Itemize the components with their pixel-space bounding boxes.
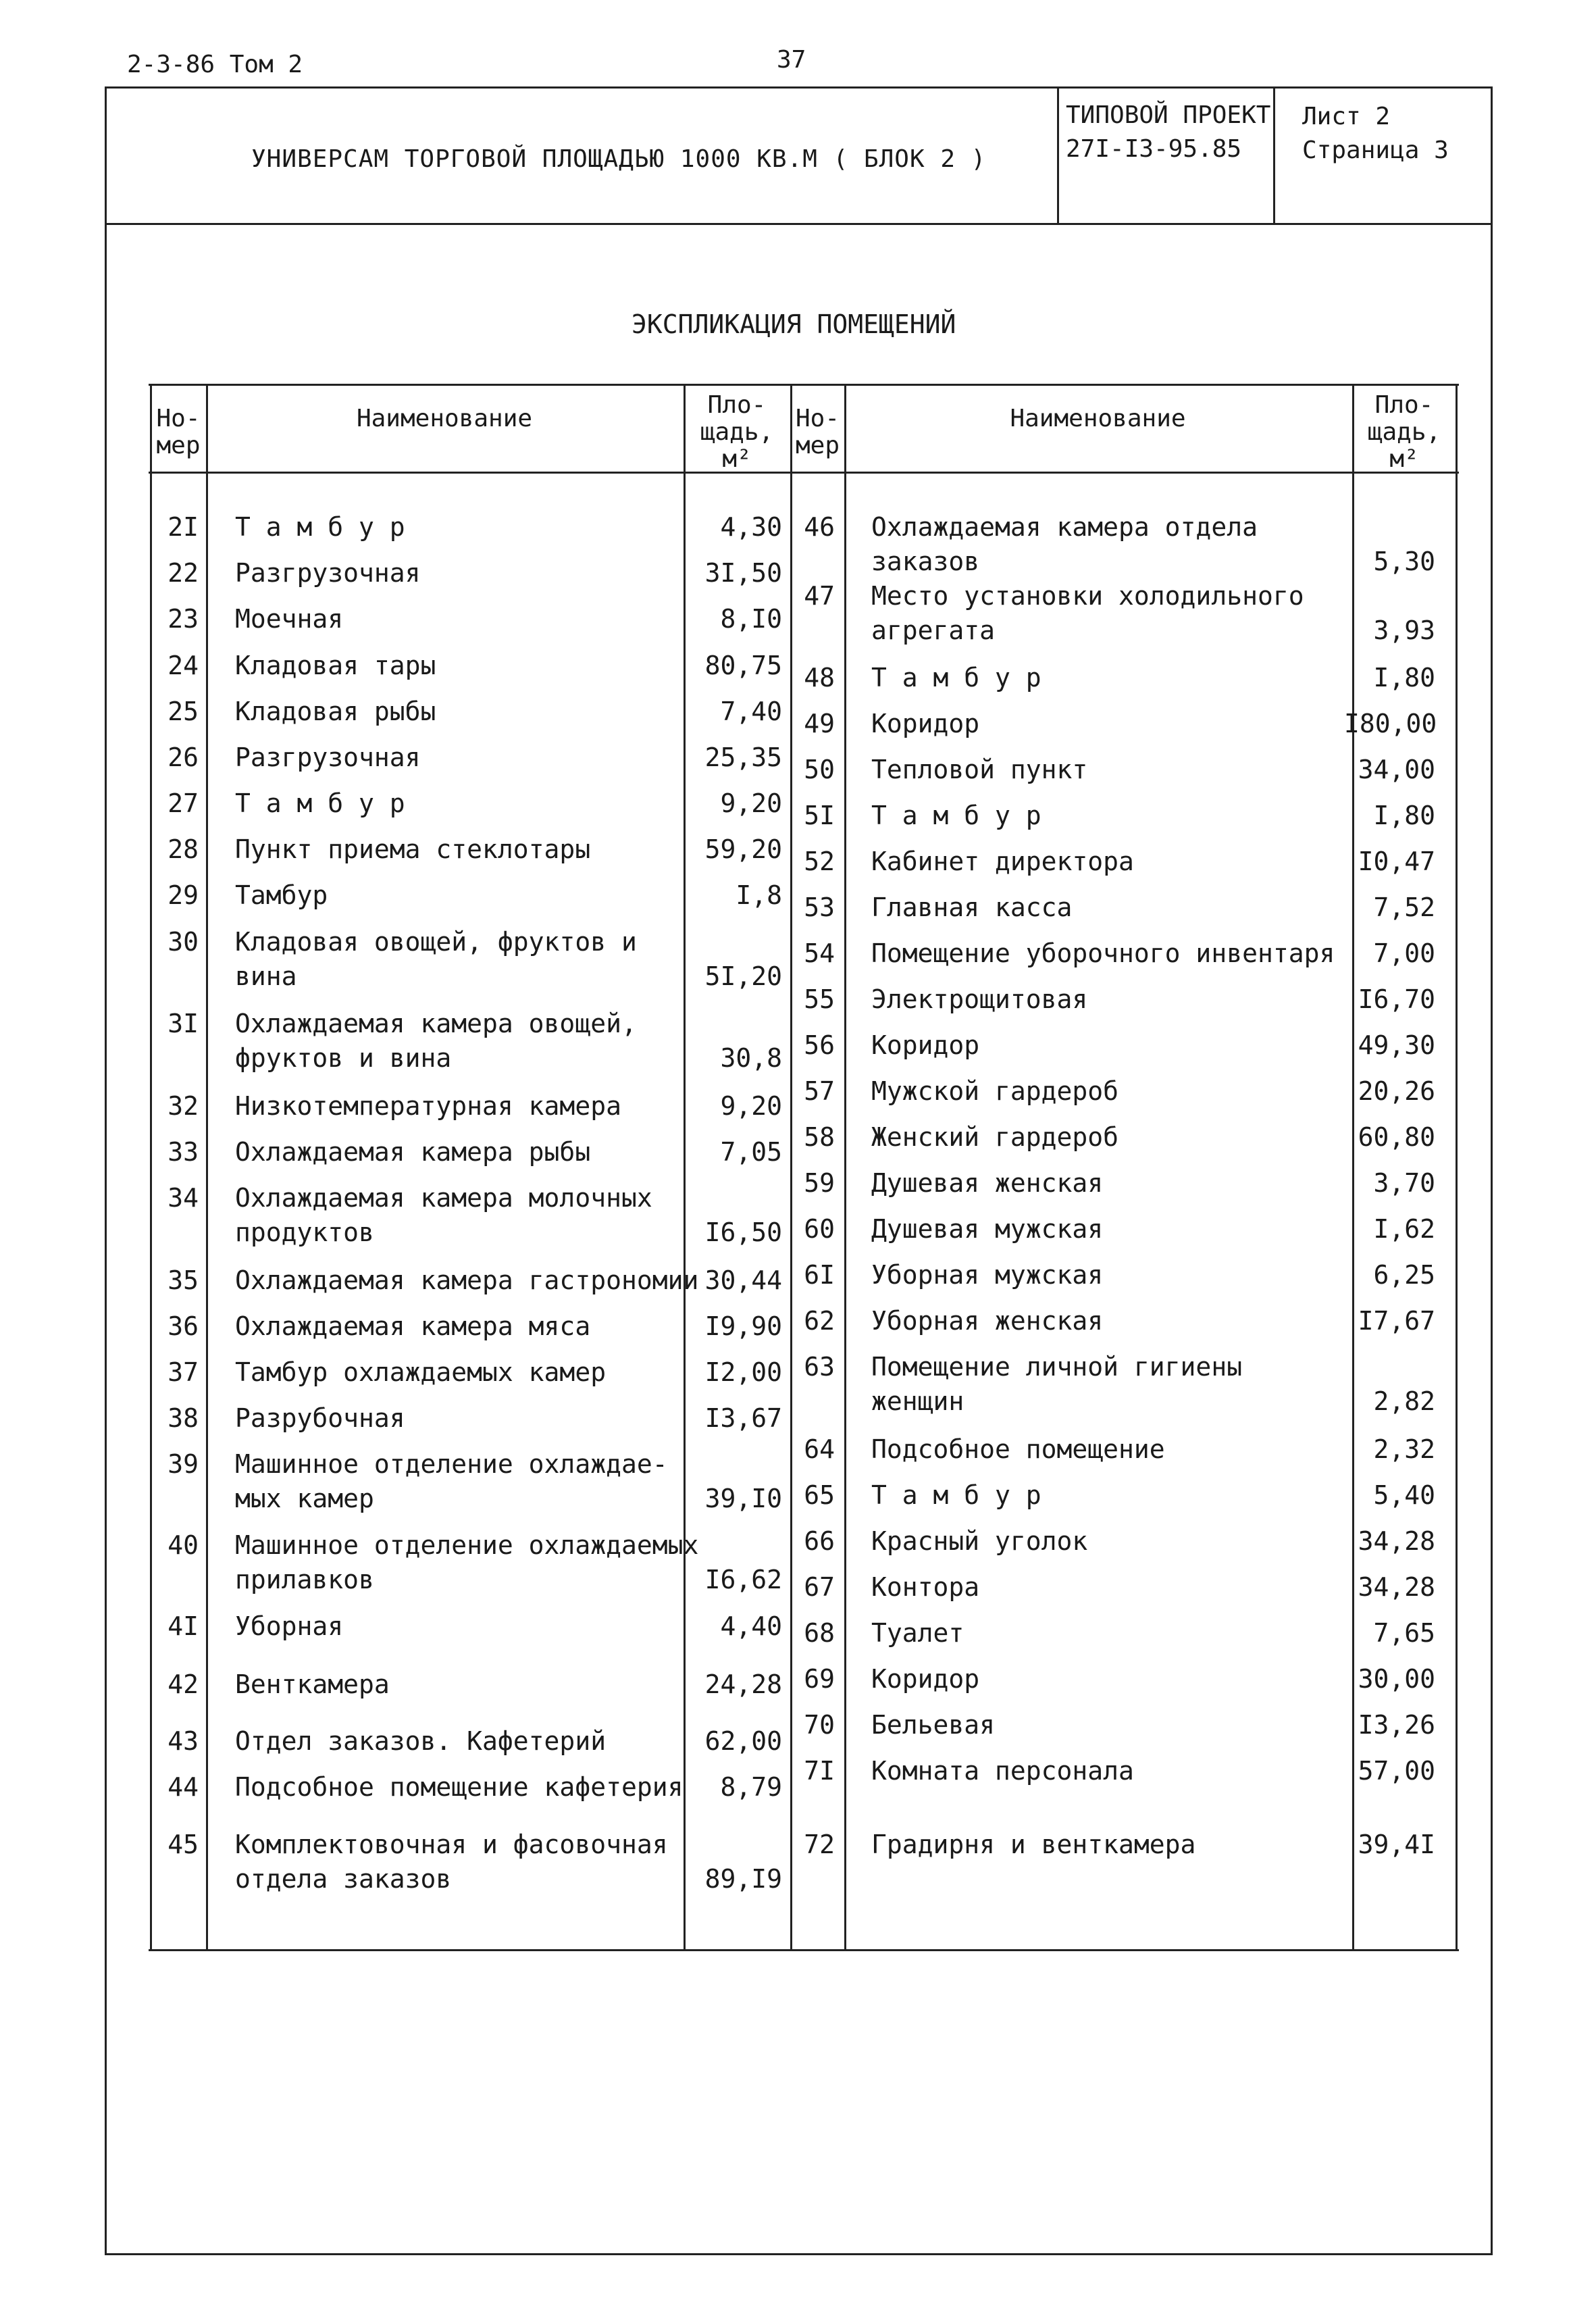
right-room-area: 7,65 — [1373, 1618, 1435, 1648]
left-room-name: Комплектовочная и фасовочная отдела заказов — [235, 1830, 668, 1894]
left-room-number: 25 — [168, 697, 199, 726]
right-room-area: I,62 — [1373, 1214, 1435, 1244]
right-room-area: 57,00 — [1358, 1756, 1435, 1786]
left-room-number: 27 — [168, 788, 199, 818]
right-room-area: 7,52 — [1373, 892, 1435, 922]
column-header-number-left: Но- мер — [156, 405, 201, 459]
left-room-name: Т а м б у р — [235, 512, 405, 542]
column-header-area-right: Пло- щадь, м² — [1367, 391, 1441, 473]
left-room-number: 42 — [168, 1669, 199, 1699]
left-room-name: Кладовая тары — [235, 651, 436, 680]
page-number: 37 — [777, 46, 806, 74]
left-room-name: Кладовая овощей, фруктов и вина — [235, 927, 637, 991]
left-room-name: Подсобное помещение кафетерия — [235, 1772, 684, 1802]
left-room-name: Моечная — [235, 604, 344, 634]
right-room-area: 34,28 — [1358, 1572, 1435, 1602]
left-room-name: Машинное отделение охлаждае- мых камер — [235, 1449, 668, 1513]
left-room-area: 3I,50 — [704, 558, 782, 588]
right-room-area: 3,70 — [1373, 1168, 1435, 1198]
left-room-number: 29 — [168, 880, 199, 910]
right-room-number: 69 — [804, 1664, 835, 1694]
right-room-number: 64 — [804, 1434, 835, 1464]
right-room-number: 6I — [804, 1260, 835, 1290]
right-room-name: Кабинет директора — [871, 847, 1134, 876]
left-room-area: 5I,20 — [704, 961, 782, 991]
left-room-name: Венткамера — [235, 1669, 390, 1699]
left-room-name: Разгрузочная — [235, 558, 421, 588]
left-room-name: Пункт приема стеклотары — [235, 834, 591, 864]
left-room-area: 80,75 — [704, 651, 782, 680]
right-room-area: I,80 — [1373, 663, 1435, 693]
left-room-area: 8,79 — [720, 1772, 782, 1802]
right-room-number: 52 — [804, 847, 835, 876]
right-room-name: Помещение уборочного инвентаря — [871, 938, 1335, 968]
left-room-name: Охлаждаемая камера гастрономии — [235, 1265, 699, 1295]
column-header-name-left: Наименование — [356, 405, 533, 432]
right-room-number: 57 — [804, 1076, 835, 1106]
right-room-name: Коридор — [871, 709, 980, 738]
right-room-number: 5I — [804, 801, 835, 830]
right-room-number: 58 — [804, 1122, 835, 1152]
left-room-number: 28 — [168, 834, 199, 864]
right-room-area: I3,26 — [1358, 1710, 1435, 1740]
right-room-number: 66 — [804, 1526, 835, 1556]
right-room-number: 70 — [804, 1710, 835, 1740]
right-room-number: 60 — [804, 1214, 835, 1244]
right-room-number: 7I — [804, 1756, 835, 1786]
left-room-area: 30,8 — [720, 1043, 782, 1073]
left-room-number: 34 — [168, 1183, 199, 1213]
right-room-name: Душевая мужская — [871, 1214, 1104, 1244]
right-room-name: Контора — [871, 1572, 980, 1602]
left-room-number: 37 — [168, 1357, 199, 1387]
left-room-name: Машинное отделение охлаждаемых прилавков — [235, 1530, 699, 1594]
right-room-number: 65 — [804, 1480, 835, 1510]
left-room-name: Охлаждаемая камера молочных продуктов — [235, 1183, 652, 1247]
left-room-number: 39 — [168, 1449, 199, 1479]
right-room-name: Мужской гардероб — [871, 1076, 1119, 1106]
right-room-area: I80,00 — [1344, 709, 1437, 738]
left-room-number: 4I — [168, 1611, 199, 1641]
left-room-area: 59,20 — [704, 834, 782, 864]
left-room-name: Тамбур — [235, 880, 328, 910]
right-room-number: 50 — [804, 755, 835, 784]
left-room-number: 35 — [168, 1265, 199, 1295]
right-room-name: Помещение личной гигиены женщин — [871, 1352, 1243, 1416]
project-label: ТИПОВОЙ ПРОЕКТ — [1066, 101, 1271, 129]
left-room-name: Охлаждаемая камера овощей, фруктов и вина — [235, 1009, 637, 1073]
right-room-name: Т а м б у р — [871, 1480, 1041, 1510]
right-room-area: I,80 — [1373, 801, 1435, 830]
right-room-number: 46 — [804, 512, 835, 542]
document-title: УНИВЕРСАМ ТОРГОВОЙ ПЛОЩАДЬЮ 1000 КВ.М ( БЛОК 2 ) — [251, 145, 987, 173]
right-room-area: 20,26 — [1358, 1076, 1435, 1106]
left-room-number: 43 — [168, 1726, 199, 1756]
right-room-name: Т а м б у р — [871, 801, 1041, 830]
right-room-number: 53 — [804, 892, 835, 922]
left-room-number: 23 — [168, 604, 199, 634]
left-room-number: 26 — [168, 743, 199, 772]
right-room-area: I0,47 — [1358, 847, 1435, 876]
left-room-area: 89,I9 — [704, 1864, 782, 1894]
right-room-number: 72 — [804, 1830, 835, 1859]
left-room-name: Тамбур охлаждаемых камер — [235, 1357, 607, 1387]
left-room-area: 8,I0 — [720, 604, 782, 634]
right-room-number: 54 — [804, 938, 835, 968]
right-room-area: 30,00 — [1358, 1664, 1435, 1694]
left-room-area: 9,20 — [720, 1091, 782, 1121]
left-room-area: I9,90 — [704, 1311, 782, 1341]
right-room-name: Бельевая — [871, 1710, 996, 1740]
right-room-name: Т а м б у р — [871, 663, 1041, 693]
right-room-number: 47 — [804, 581, 835, 611]
right-room-area: I6,70 — [1358, 984, 1435, 1014]
right-room-name: Уборная мужская — [871, 1260, 1104, 1290]
left-room-name: Разгрузочная — [235, 743, 421, 772]
left-room-area: 7,40 — [720, 697, 782, 726]
right-room-name: Охлаждаемая камера отдела заказов — [871, 512, 1258, 576]
right-room-area: I7,67 — [1358, 1306, 1435, 1336]
right-room-number: 62 — [804, 1306, 835, 1336]
left-room-number: 30 — [168, 927, 199, 957]
right-room-area: 6,25 — [1373, 1260, 1435, 1290]
left-room-number: 32 — [168, 1091, 199, 1121]
sheet-label: Лист 2 — [1302, 103, 1391, 130]
left-room-area: 7,05 — [720, 1137, 782, 1167]
left-room-area: 62,00 — [704, 1726, 782, 1756]
right-room-name: Главная касса — [871, 892, 1073, 922]
left-room-number: 2I — [168, 512, 199, 542]
right-room-number: 68 — [804, 1618, 835, 1648]
right-room-name: Женский гардероб — [871, 1122, 1119, 1152]
left-room-area: 25,35 — [704, 743, 782, 772]
left-room-area: I2,00 — [704, 1357, 782, 1387]
right-room-number: 59 — [804, 1168, 835, 1198]
right-room-area: 2,32 — [1373, 1434, 1435, 1464]
right-room-area: 60,80 — [1358, 1122, 1435, 1152]
right-room-name: Уборная женская — [871, 1306, 1104, 1336]
right-room-name: Красный уголок — [871, 1526, 1088, 1556]
left-room-area: I3,67 — [704, 1403, 782, 1433]
right-room-area: 34,00 — [1358, 755, 1435, 784]
left-room-area: I6,50 — [704, 1217, 782, 1247]
left-room-name: Т а м б у р — [235, 788, 405, 818]
left-room-number: 22 — [168, 558, 199, 588]
left-room-number: 44 — [168, 1772, 199, 1802]
left-room-area: 4,30 — [720, 512, 782, 542]
right-room-name: Подсобное помещение — [871, 1434, 1165, 1464]
right-room-area: 39,4I — [1358, 1830, 1435, 1859]
left-room-area: 30,44 — [704, 1265, 782, 1295]
left-room-area: I,8 — [736, 880, 782, 910]
right-room-name: Электрощитовая — [871, 984, 1088, 1014]
right-room-number: 67 — [804, 1572, 835, 1602]
right-room-name: Тепловой пункт — [871, 755, 1088, 784]
project-code: 27I-I3-95.85 — [1066, 135, 1242, 163]
right-room-number: 55 — [804, 984, 835, 1014]
right-room-area: 34,28 — [1358, 1526, 1435, 1556]
left-room-number: 24 — [168, 651, 199, 680]
right-room-name: Туалет — [871, 1618, 964, 1648]
left-room-area: 9,20 — [720, 788, 782, 818]
left-room-name: Охлаждаемая камера мяса — [235, 1311, 591, 1341]
right-room-name: Комната персонала — [871, 1756, 1134, 1786]
right-room-name: Коридор — [871, 1030, 980, 1060]
column-header-area-left: Пло- щадь, м² — [700, 391, 774, 473]
right-room-area: 2,82 — [1373, 1386, 1435, 1416]
left-room-name: Охлаждаемая камера рыбы — [235, 1137, 591, 1167]
right-room-area: 5,40 — [1373, 1480, 1435, 1510]
right-room-number: 48 — [804, 663, 835, 693]
left-room-name: Разрубочная — [235, 1403, 405, 1433]
right-room-number: 56 — [804, 1030, 835, 1060]
right-room-area: 7,00 — [1373, 938, 1435, 968]
left-room-number: 45 — [168, 1830, 199, 1859]
right-room-area: 49,30 — [1358, 1030, 1435, 1060]
column-header-number-right: Но- мер — [795, 405, 840, 459]
right-room-name: Градирня и венткамера — [871, 1830, 1196, 1859]
left-room-number: 33 — [168, 1137, 199, 1167]
sheet-code: 2-3-86 Том 2 — [127, 51, 303, 78]
explication-heading: ЭКСПЛИКАЦИЯ ПОМЕЩЕНИЙ — [632, 309, 956, 339]
page-label: Страница 3 — [1302, 136, 1449, 164]
right-room-name: Место установки холодильного агрегата — [871, 581, 1304, 645]
left-room-name: Отдел заказов. Кафетерий — [235, 1726, 607, 1756]
left-room-number: 38 — [168, 1403, 199, 1433]
left-room-area: 4,40 — [720, 1611, 782, 1641]
left-room-number: 3I — [168, 1009, 199, 1038]
left-room-area: 39,I0 — [704, 1484, 782, 1513]
right-room-number: 63 — [804, 1352, 835, 1382]
left-room-area: 24,28 — [704, 1669, 782, 1699]
right-room-name: Коридор — [871, 1664, 980, 1694]
right-room-number: 49 — [804, 709, 835, 738]
column-header-name-right: Наименование — [1010, 405, 1186, 432]
right-room-area: 5,30 — [1373, 547, 1435, 576]
left-room-number: 40 — [168, 1530, 199, 1560]
left-room-name: Низкотемпературная камера — [235, 1091, 621, 1121]
left-room-number: 36 — [168, 1311, 199, 1341]
right-room-area: 3,93 — [1373, 615, 1435, 645]
right-room-name: Душевая женская — [871, 1168, 1104, 1198]
left-room-area: I6,62 — [704, 1565, 782, 1594]
left-room-name: Кладовая рыбы — [235, 697, 436, 726]
left-room-name: Уборная — [235, 1611, 344, 1641]
